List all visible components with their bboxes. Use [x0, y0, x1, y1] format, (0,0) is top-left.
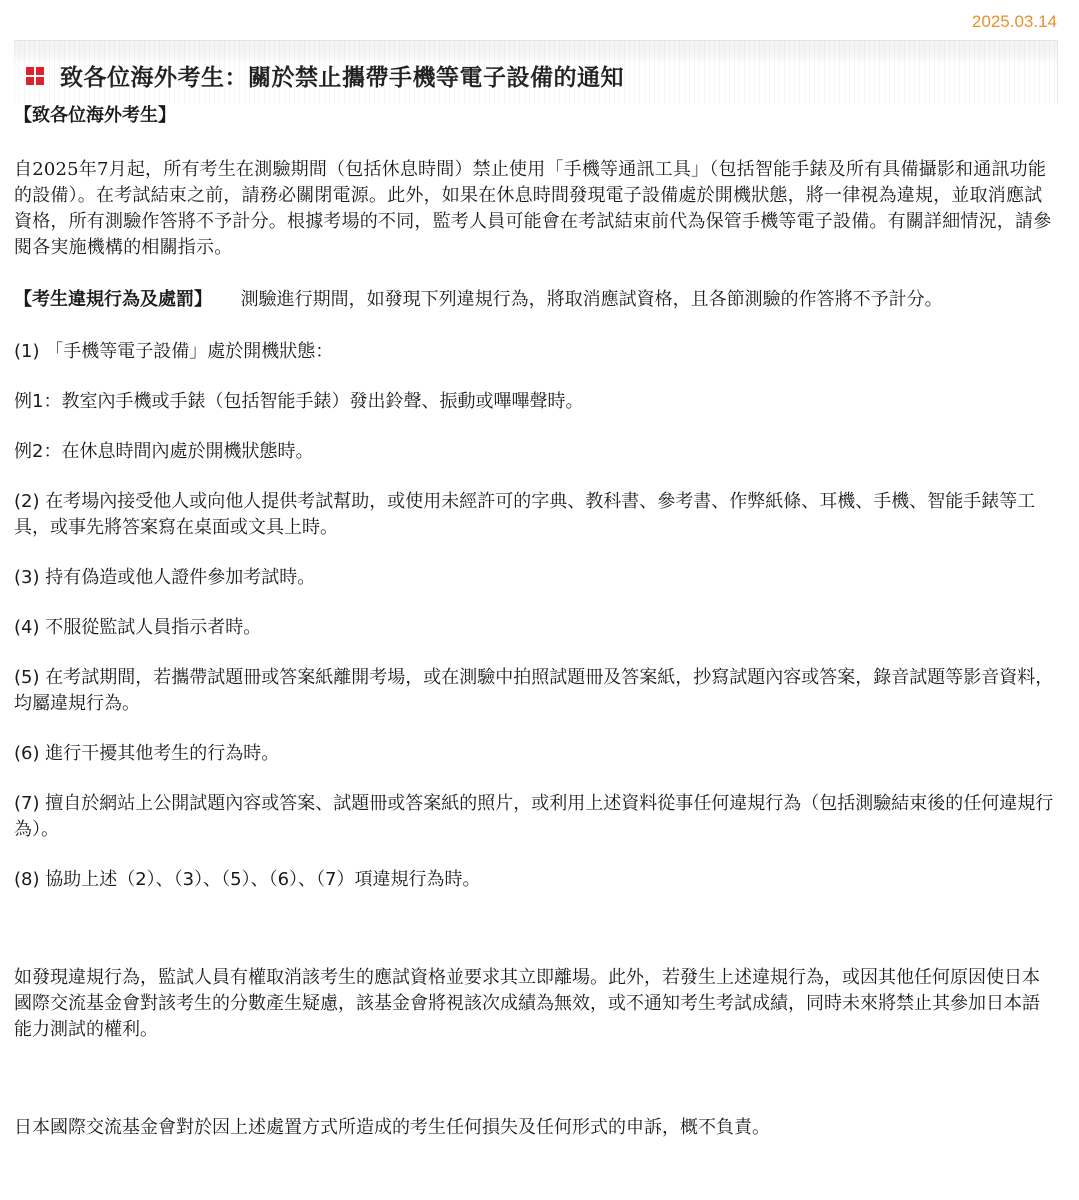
page-title: 致各位海外考生：關於禁止攜帶手機等電子設備的通知 [60, 65, 624, 91]
red-squares-icon [26, 67, 44, 85]
violation-heading-label: 【考生違規行為及處罰】 [14, 289, 212, 310]
rule-item: (8) 協助上述（2）、（3）、（5）、（6）、（7）項違規行為時。 [14, 869, 481, 890]
notice-body [14, 102, 1054, 1141]
publish-date: 2025.03.14 [971, 12, 1057, 31]
intro-paragraph: 自2025年7月起，所有考生在測驗期間（包括休息時間）禁止使用「手機等通訊工具」（包括智能手錶及所有具備攝影和通訊功能的設備）。在考試結束之前，請務必關閉電源。此外，如果在休息時間發現電子設備處於開機狀態，將一律視為違規，並取消應試資格，所有測驗作答將不予計分。根據考場的不同，監考人員可能會在考試結束前代為保管手機等電子設備。有關詳細情況，請參閱各実施機構的相關指示。 [14, 159, 1052, 258]
title-bar [14, 40, 1058, 103]
rule-item: 例1：教室內手機或手錶（包括智能手錶）發出鈴聲、振動或嗶嗶聲時。 [14, 391, 584, 412]
rule-item: (4) 不服從監試人員指示者時。 [14, 617, 262, 638]
addressee: 【致各位海外考生】 [14, 105, 176, 126]
closing-paragraph: 如發現違規行為，監試人員有權取消該考生的應試資格並要求其立即離場。此外，若發生上述違規行為，或因其他任何原因使日本國際交流基金會對該考生的分數產生疑慮，該基金會將視該次成績為無效，或不通知考生考試成績，同時未來將禁止其參加日本語能力測試的權利。 [14, 967, 1040, 1040]
violation-heading [14, 287, 1054, 313]
violation-heading-spacer [218, 289, 235, 310]
title-row [26, 59, 624, 92]
rule-item: (1) 「手機等電子設備」處於開機狀態： [14, 341, 334, 362]
violation-heading-text: 測驗進行期間，如發現下列違規行為，將取消應試資格，且各節測驗的作答將不予計分。 [240, 289, 943, 310]
rule-item: (6) 進行干擾其他考生的行為時。 [14, 743, 280, 764]
disclaimer-paragraph: 日本國際交流基金會對於因上述處置方式所造成的考生任何損失及任何形式的申訴，概不負責。 [14, 1117, 770, 1138]
rules-list [14, 339, 1054, 893]
rule-item: (2) 在考場內接受他人或向他人提供考試幫助，或使用未經許可的字典、教科書、參考書、作弊紙條、耳機、手機、智能手錶等工具，或事先將答案寫在桌面或文具上時。 [14, 491, 1036, 538]
rule-item: (3) 持有偽造或他人證件參加考試時。 [14, 567, 316, 588]
rule-item: (5) 在考試期間，若攜帶試題冊或答案紙離開考場，或在測驗中拍照試題冊及答案紙，抄寫試題內容或答案，錄音試題等影音資料，均屬違規行為。 [14, 667, 1054, 714]
rule-item: (7) 擅自於網站上公開試題內容或答案、試題冊或答案紙的照片，或利用上述資料從事任何違規行為（包括測驗結束後的任何違規行為）。 [14, 793, 1054, 840]
rule-item: 例2：在休息時間內處於開機狀態時。 [14, 441, 314, 462]
